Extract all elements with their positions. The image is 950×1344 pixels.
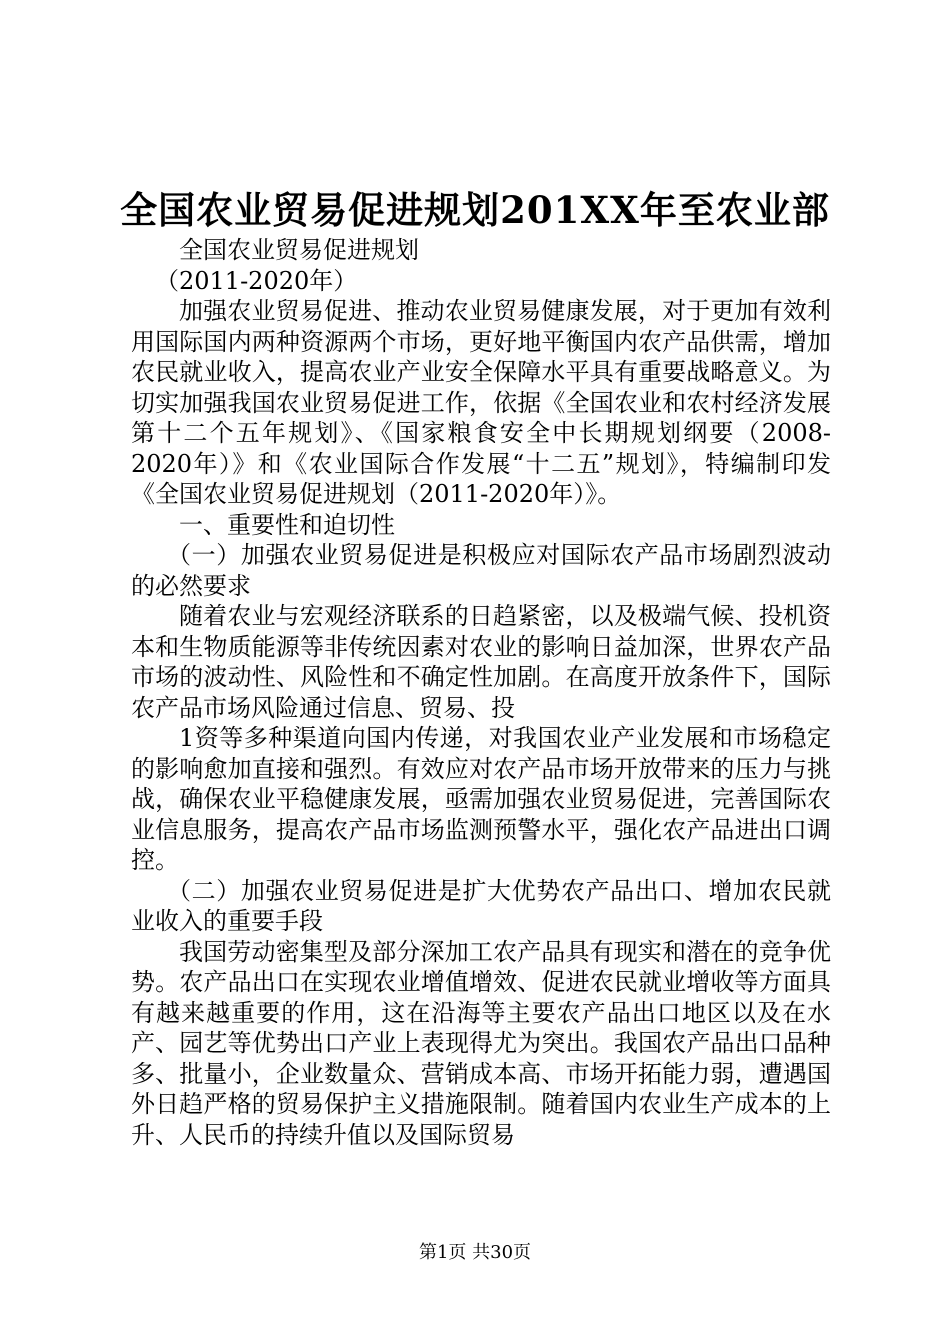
subsection-heading-2: （二）加强农业贸易促进是扩大优势农产品出口、增加农民就业收入的重要手段	[131, 876, 831, 935]
body-paragraph-2: 1资等多种渠道向国内传递，对我国农业产业发展和市场稳定的影响愈加直接和强烈。有效应对农产品市场开放带来的压力与挑战，确保农业平稳健康发展，亟需加强农业贸易促进，完善国际农业信息服务，提高农产品市场监测预警水平，强化农产品进出口调控。	[131, 724, 831, 874]
section-heading: 一、重要性和迫切性	[179, 510, 395, 539]
body-paragraph-1: 随着农业与宏观经济联系的日趋紧密，以及极端气候、投机资本和生物质能源等非传统因素对农业的影响日益加深，世界农产品市场的波动性、风险性和不确定性加剧。在高度开放条件下，国际农产品市场风险通过信息、贸易、投	[131, 602, 831, 722]
plan-name-line: 全国农业贸易促进规划	[179, 236, 419, 264]
plan-period-line: （2011-2020年）	[155, 266, 358, 295]
subsection-heading-1: （一）加强农业贸易促进是积极应对国际农产品市场剧烈波动的必然要求	[131, 541, 831, 600]
body-paragraph-3: 我国劳动密集型及部分深加工农产品具有现实和潜在的竞争优势。农产品出口在实现农业增值增效、促进农民就业增收等方面具有越来越重要的作用，这在沿海等主要农产品出口地区以及在水产、园艺等优势出口产业上表现得尤为突出。我国农产品出口品种多、批量小，企业数量众、营销成本高、市场开拓能力弱，遭遇国外日趋严格的贸易保护主义措施限制。随着国内农业生产成本的上升、人民币的持续升值以及国际贸易	[131, 937, 831, 1149]
intro-paragraph: 加强农业贸易促进、推动农业贸易健康发展，对于更加有效利用国际国内两种资源两个市场，更好地平衡国内农产品供需，增加农民就业收入，提高农业产业安全保障水平具有重要战略意义。为切实加强我国农业贸易促进工作，依据《全国农业和农村经济发展第十二个五年规划》、《国家粮食安全中长期规划纲要（2008-2020年）》和《农业国际合作发展“十二五”规划》，特编制印发《全国农业贸易促进规划（2011-2020年）》。	[131, 297, 831, 508]
page-footer: 第1页 共30页	[418, 1242, 532, 1263]
document-title: 全国农业贸易促进规划201XX年至农业部	[120, 188, 830, 232]
document-body	[131, 235, 831, 1150]
